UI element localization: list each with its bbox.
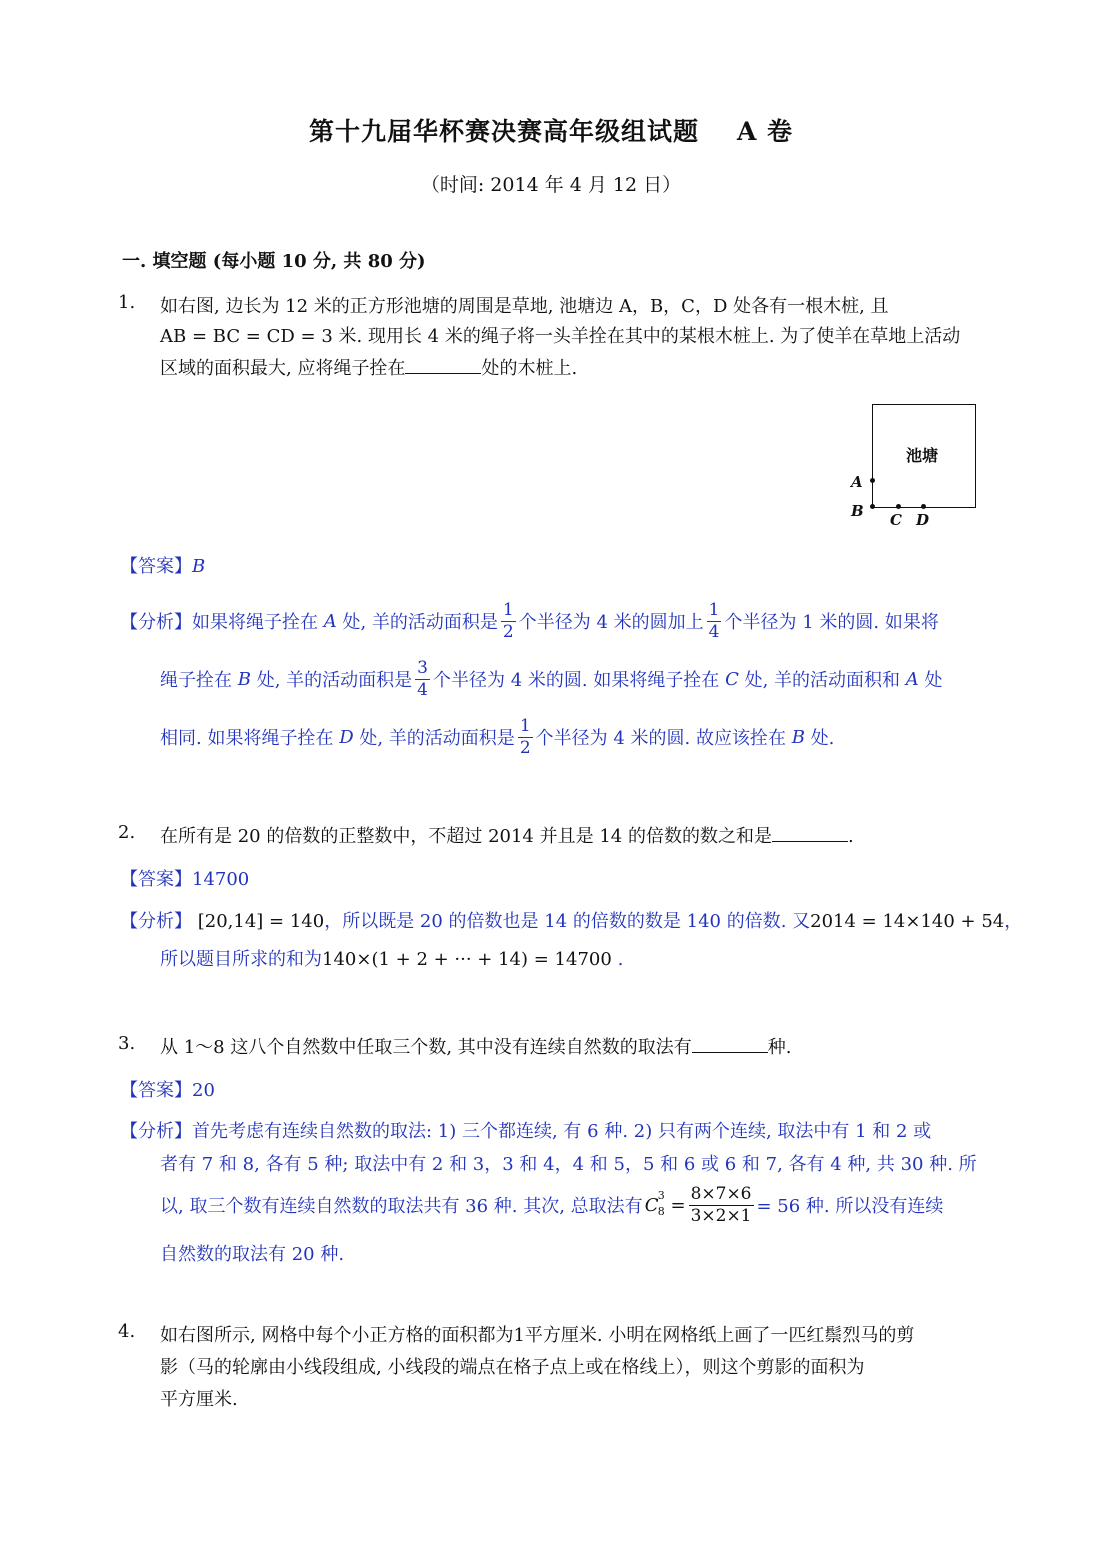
denominator: 4 xyxy=(708,621,720,642)
fraction xyxy=(415,658,430,701)
analysis-text: 如果将绳子拴在 xyxy=(192,612,318,633)
fraction xyxy=(689,1184,754,1227)
analysis-text: 个半径为 1 米的圆. 如果将 xyxy=(724,612,939,633)
question-number: 1. xyxy=(118,292,136,313)
question-number: 4. xyxy=(118,1321,136,1342)
math-expression: 2014 = 14×140 + 54 xyxy=(810,911,1005,932)
analysis-line xyxy=(120,907,1022,933)
fraction xyxy=(518,716,533,759)
q2-line1 xyxy=(160,822,854,848)
answer-line xyxy=(120,1076,215,1102)
numerator: 1 xyxy=(519,715,531,736)
volume-label: A 卷 xyxy=(736,117,794,146)
pond-diagram xyxy=(842,398,982,533)
point-c-dot xyxy=(896,504,901,509)
numerator: 8×7×6 xyxy=(690,1183,752,1204)
analysis-text: 处, 羊的活动面积是 xyxy=(342,612,498,633)
pond-label: 池塘 xyxy=(906,446,939,465)
question-text: 从 1～8 这八个自然数中任取三个数, 其中没有连续自然数的取法有 xyxy=(160,1037,692,1058)
analysis-text: 个半径为 4 米的圆加上 xyxy=(518,612,704,633)
question-number: 3. xyxy=(118,1033,136,1054)
math-var: D xyxy=(339,726,354,748)
math-var: A xyxy=(323,610,337,632)
analysis-text: 绳子拴在 xyxy=(160,670,232,691)
analysis-line xyxy=(160,945,623,971)
analysis-text: ， xyxy=(1004,911,1023,932)
combination-symbol xyxy=(644,1188,665,1218)
point-a-label: A xyxy=(851,473,863,491)
question-number: 2. xyxy=(118,822,136,843)
analysis-text: ，所以既是 20 的倍数也是 14 的倍数的数是 140 的倍数. 又 xyxy=(324,911,811,932)
analysis-line xyxy=(120,596,939,646)
analysis-line: 者有 7 和 8, 各有 5 种; 取法中有 2 和 3，3 和 4，4 和 5，5 和 6 或 6 和 7, 各有 4 种, 共 30 种. 所 xyxy=(160,1154,977,1175)
q1-line3-text: 区域的面积最大, 应将绳子拴在 xyxy=(160,358,406,379)
analysis-text: 以, 取三个数有连续自然数的取法共有 36 种. 其次, 总取法有 xyxy=(160,1196,643,1217)
point-d-label: D xyxy=(916,511,930,529)
analysis-label: 【分析】 xyxy=(120,612,192,633)
math-var: A xyxy=(905,668,919,690)
math-expression: 140×(1 + 2 + ··· + 14) = 14700 xyxy=(322,949,612,970)
denominator: 2 xyxy=(502,621,514,642)
q1-line3 xyxy=(160,354,577,380)
analysis-text: 相同. 如果将绳子拴在 xyxy=(160,728,334,749)
q1-line3-end: 处的木桩上. xyxy=(481,358,578,379)
answer-line xyxy=(120,865,249,891)
q4-line2: 影（马的轮廓由小线段组成, 小线段的端点在格子点上或在格线上），则这个剪影的面积为 xyxy=(160,1357,865,1378)
math-var: C xyxy=(725,668,739,690)
q4-line3: 平方厘米. xyxy=(160,1389,238,1410)
answer-value: 20 xyxy=(192,1080,215,1101)
answer-label: 【答案】 xyxy=(120,556,192,577)
analysis-text: 处 xyxy=(924,670,943,691)
answer-value: 14700 xyxy=(192,869,250,890)
point-a-dot xyxy=(870,478,875,483)
answer-line xyxy=(120,552,205,578)
analysis-text: 处. xyxy=(810,728,835,749)
answer-value: B xyxy=(192,556,206,577)
superscript: 3 xyxy=(657,1188,665,1202)
answer-blank xyxy=(772,823,848,842)
answer-label: 【答案】 xyxy=(120,1080,192,1101)
answer-blank xyxy=(405,355,481,374)
analysis-text: 首先考虑有连续自然数的取法: 1) 三个都连续, 有 6 种. 2) 只有两个连续, 取法中有 1 和 2 或 xyxy=(192,1121,932,1142)
exam-date: （时间: 2014 年 4 月 12 日） xyxy=(420,174,682,196)
denominator: 3×2×1 xyxy=(690,1205,752,1226)
analysis-line xyxy=(120,1117,931,1143)
title-text: 第十九届华杯赛决赛高年级组试题 xyxy=(308,117,699,146)
point-c-label: C xyxy=(890,511,902,529)
math-operator: = xyxy=(670,1194,686,1216)
analysis-text: 处, 羊的活动面积是 xyxy=(359,728,515,749)
answer-label: 【答案】 xyxy=(120,869,192,890)
point-b-label: B xyxy=(851,502,864,520)
numerator: 1 xyxy=(708,599,720,620)
numerator: 1 xyxy=(502,599,514,620)
analysis-text: 个半径为 4 米的圆. 故应该拴在 xyxy=(535,728,786,749)
page-title xyxy=(0,112,1102,148)
section-heading: 一. 填空题 (每小题 10 分, 共 80 分) xyxy=(122,251,426,272)
analysis-line: 自然数的取法有 20 种. xyxy=(160,1244,345,1265)
analysis-line xyxy=(160,1180,943,1230)
math-var: C xyxy=(644,1194,659,1216)
q1-line1: 如右图, 边长为 12 米的正方形池塘的周围是草地, 池塘边 A，B，C，D 处各有一根木桩, 且 xyxy=(160,296,889,317)
question-text: . xyxy=(847,826,854,847)
analysis-text: = 56 种. 所以没有连续 xyxy=(756,1196,944,1217)
q4-line1: 如右图所示, 网格中每个小正方格的面积都为1平方厘米. 小明在网格纸上画了一匹红鬃烈马的剪 xyxy=(160,1325,915,1346)
analysis-text: . xyxy=(617,949,624,970)
q3-line1 xyxy=(160,1033,792,1059)
point-b-dot xyxy=(870,504,875,509)
fraction xyxy=(707,600,722,643)
math-var: B xyxy=(237,668,251,690)
math-expression: [20,14] = 140 xyxy=(197,911,325,932)
analysis-line xyxy=(160,654,943,704)
denominator: 4 xyxy=(417,679,428,700)
numerator: 3 xyxy=(417,657,428,678)
point-d-dot xyxy=(921,504,926,509)
analysis-text: 处, 羊的活动面积和 xyxy=(744,670,901,691)
question-text: 种. xyxy=(767,1037,792,1058)
analysis-text: 处, 羊的活动面积是 xyxy=(256,670,413,691)
question-text: 在所有是 20 的倍数的正整数中，不超过 2014 并且是 14 的倍数的数之和是 xyxy=(160,826,772,847)
analysis-label: 【分析】 xyxy=(120,911,192,932)
math-var: B xyxy=(791,726,805,748)
q1-line2: AB = BC = CD = 3 米. 现用长 4 米的绳子将一头羊拴在其中的某根木桩上. 为了使羊在草地上活动 xyxy=(160,326,961,347)
analysis-text: 个半径为 4 米的圆. 如果将绳子拴在 xyxy=(432,670,720,691)
analysis-line xyxy=(160,712,834,762)
answer-blank xyxy=(692,1034,768,1053)
analysis-label: 【分析】 xyxy=(120,1121,192,1142)
subscript: 8 xyxy=(657,1204,665,1218)
fraction xyxy=(501,600,516,643)
analysis-text: 所以题目所求的和为 xyxy=(160,949,322,970)
denominator: 2 xyxy=(519,737,531,758)
